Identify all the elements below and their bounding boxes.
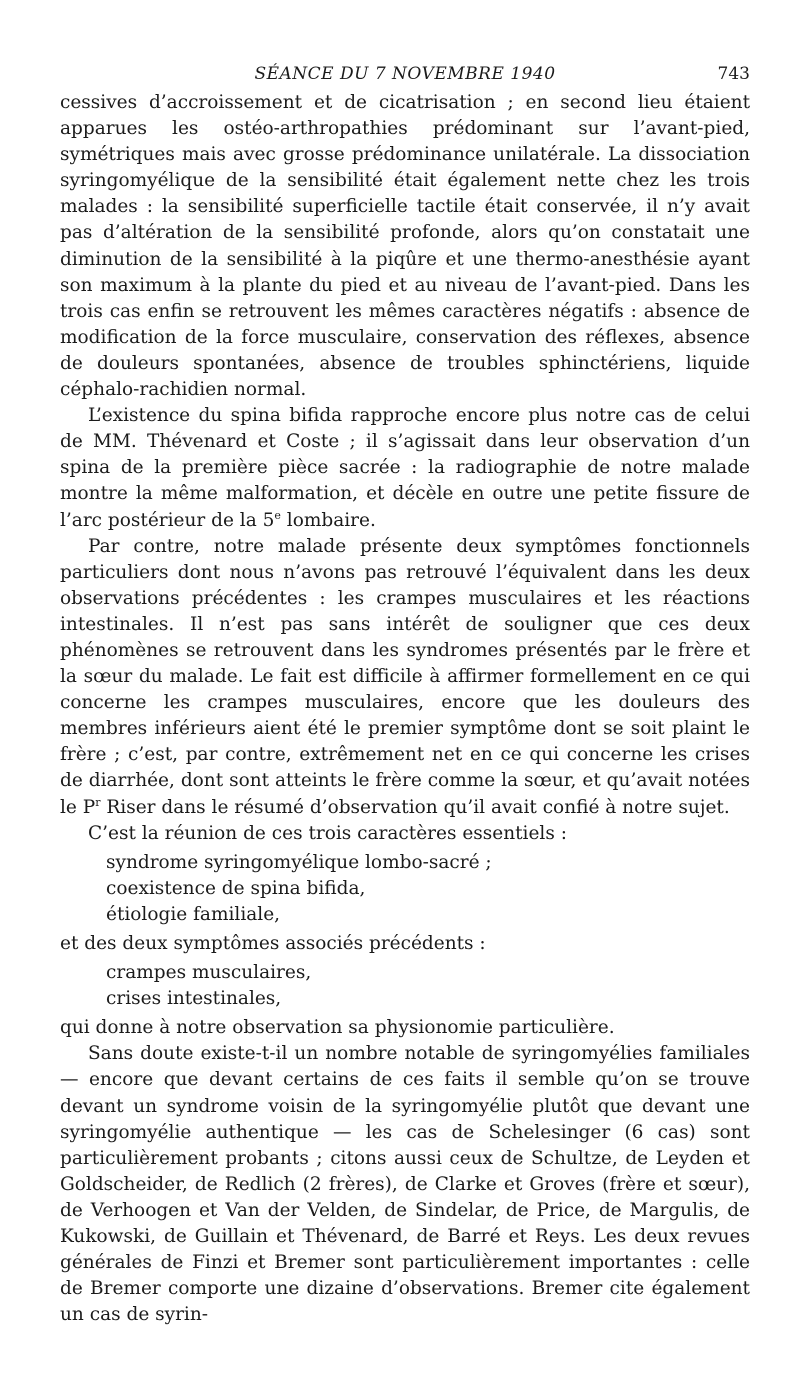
paragraph-3-end: Riser dans le résumé d’observation qu’il avait confié à notre sujet.: [100, 796, 730, 818]
paragraph-7: Sans doute existe-t-il un nombre notable de syringomyélies familiales — encore que devant certains de ces faits il semble qu’on se trouve devant un syndrome voisin de la syringomyélie plutôt que devant une syringomyélie authentique — les cas de Schelesinger (6 cas) sont particulièrement probants ; citons aussi ceux de Schultze, de Leyden et Goldscheider, de Redlich (2 frères), de Clarke et Groves (frère et sœur), de Verhoogen et Van der Velden, de Sindelar, de Price, de Margulis, de Kukowski, de Guillain et Thévenard, de Barré et Reys. Les deux revues générales de Finzi et Bremer sont particulièrement importantes : celle de Bremer comporte une dizaine d’observations. Bremer cite également un cas de syrin-: [60, 1043, 750, 1326]
list-item: syndrome syringomyélique lombo-sacré ;: [106, 851, 492, 873]
list-item: crises intestinales,: [106, 988, 282, 1010]
paragraph-5: et des deux symptômes associés précédents :: [60, 933, 486, 954]
paragraph-2: [60, 403, 750, 533]
paragraph-6: qui donne à notre observation sa physionomie particulière.: [60, 1017, 615, 1039]
paragraph-3: [60, 534, 750, 821]
page-number: 743: [717, 64, 750, 84]
superscript-e: e: [274, 508, 281, 522]
paragraph-2-text: L’existence du spina bifida rapproche encore plus notre cas de celui de MM. Thévenard et Coste ; il s’agissait dans leur observation d’un spina de la première pièce sacrée : la radiographie de notre malade montre la même malformation, et décèle en outre une petite fissure de l’arc postérieur de la 5: [60, 405, 750, 531]
list-item: crampes musculaires,: [106, 962, 312, 984]
page: [60, 64, 750, 1328]
list-symptoms: [106, 960, 750, 1012]
running-header: [60, 64, 750, 90]
running-title: SÉANCE DU 7 NOVEMBRE 1940: [254, 64, 556, 84]
body-text: [60, 90, 750, 1328]
paragraph-3-text: Par contre, notre malade présente deux symptômes fonctionnels particuliers dont nous n’avons pas retrouvé l’équivalent dans les deux observations précédentes : les crampes musculaires et les réactions intestinales. Il n’est pas sans intérêt de souligner que ces deux phénomènes se retrouvent dans les syndromes présentés par le frère et la sœur du malade. Le fait est difficile à affirmer formellement en ce qui concerne les crampes musculaires, encore que les douleurs des membres inférieurs aient été le premier symptôme dont se soit plaint le frère ; c’est, par contre, extrêmement net en ce qui concerne les crises de diarrhée, dont sont atteints le frère comme la sœur, et qu’avait notées le P: [60, 535, 750, 818]
paragraph-4: C’est la réunion de ces trois caractères essentiels :: [88, 822, 567, 844]
superscript-r: r: [95, 795, 101, 809]
paragraph-2-end: lombaire.: [280, 509, 376, 531]
list-item: étiologie familiale,: [106, 903, 281, 925]
list-characters: [106, 850, 750, 928]
paragraph-1: cessives d’accroissement et de cicatrisation ; en second lieu étaient apparues les ostéo-arthropathies prédominant sur l’avant-pied, symétriques mais avec grosse prédominance unilatérale. La dissociation syringomyélique de la sensibilité était également nette chez les trois malades : la sensibilité superficielle tactile était conservée, il n’y avait pas d’altération de la sensibilité profonde, alors qu’on constatait une diminution de la sensibilité à la piqûre et une thermo-anesthésie ayant son maximum à la plante du pied et au niveau de l’avant-pied. Dans les trois cas enfin se retrouvent les mêmes caractères négatifs : absence de modification de la force musculaire, conservation des réflexes, absence de douleurs spontanées, absence de troubles sphinctériens, liquide céphalo-rachidien normal.: [60, 92, 750, 401]
list-item: coexistence de spina bifida,: [106, 877, 366, 899]
